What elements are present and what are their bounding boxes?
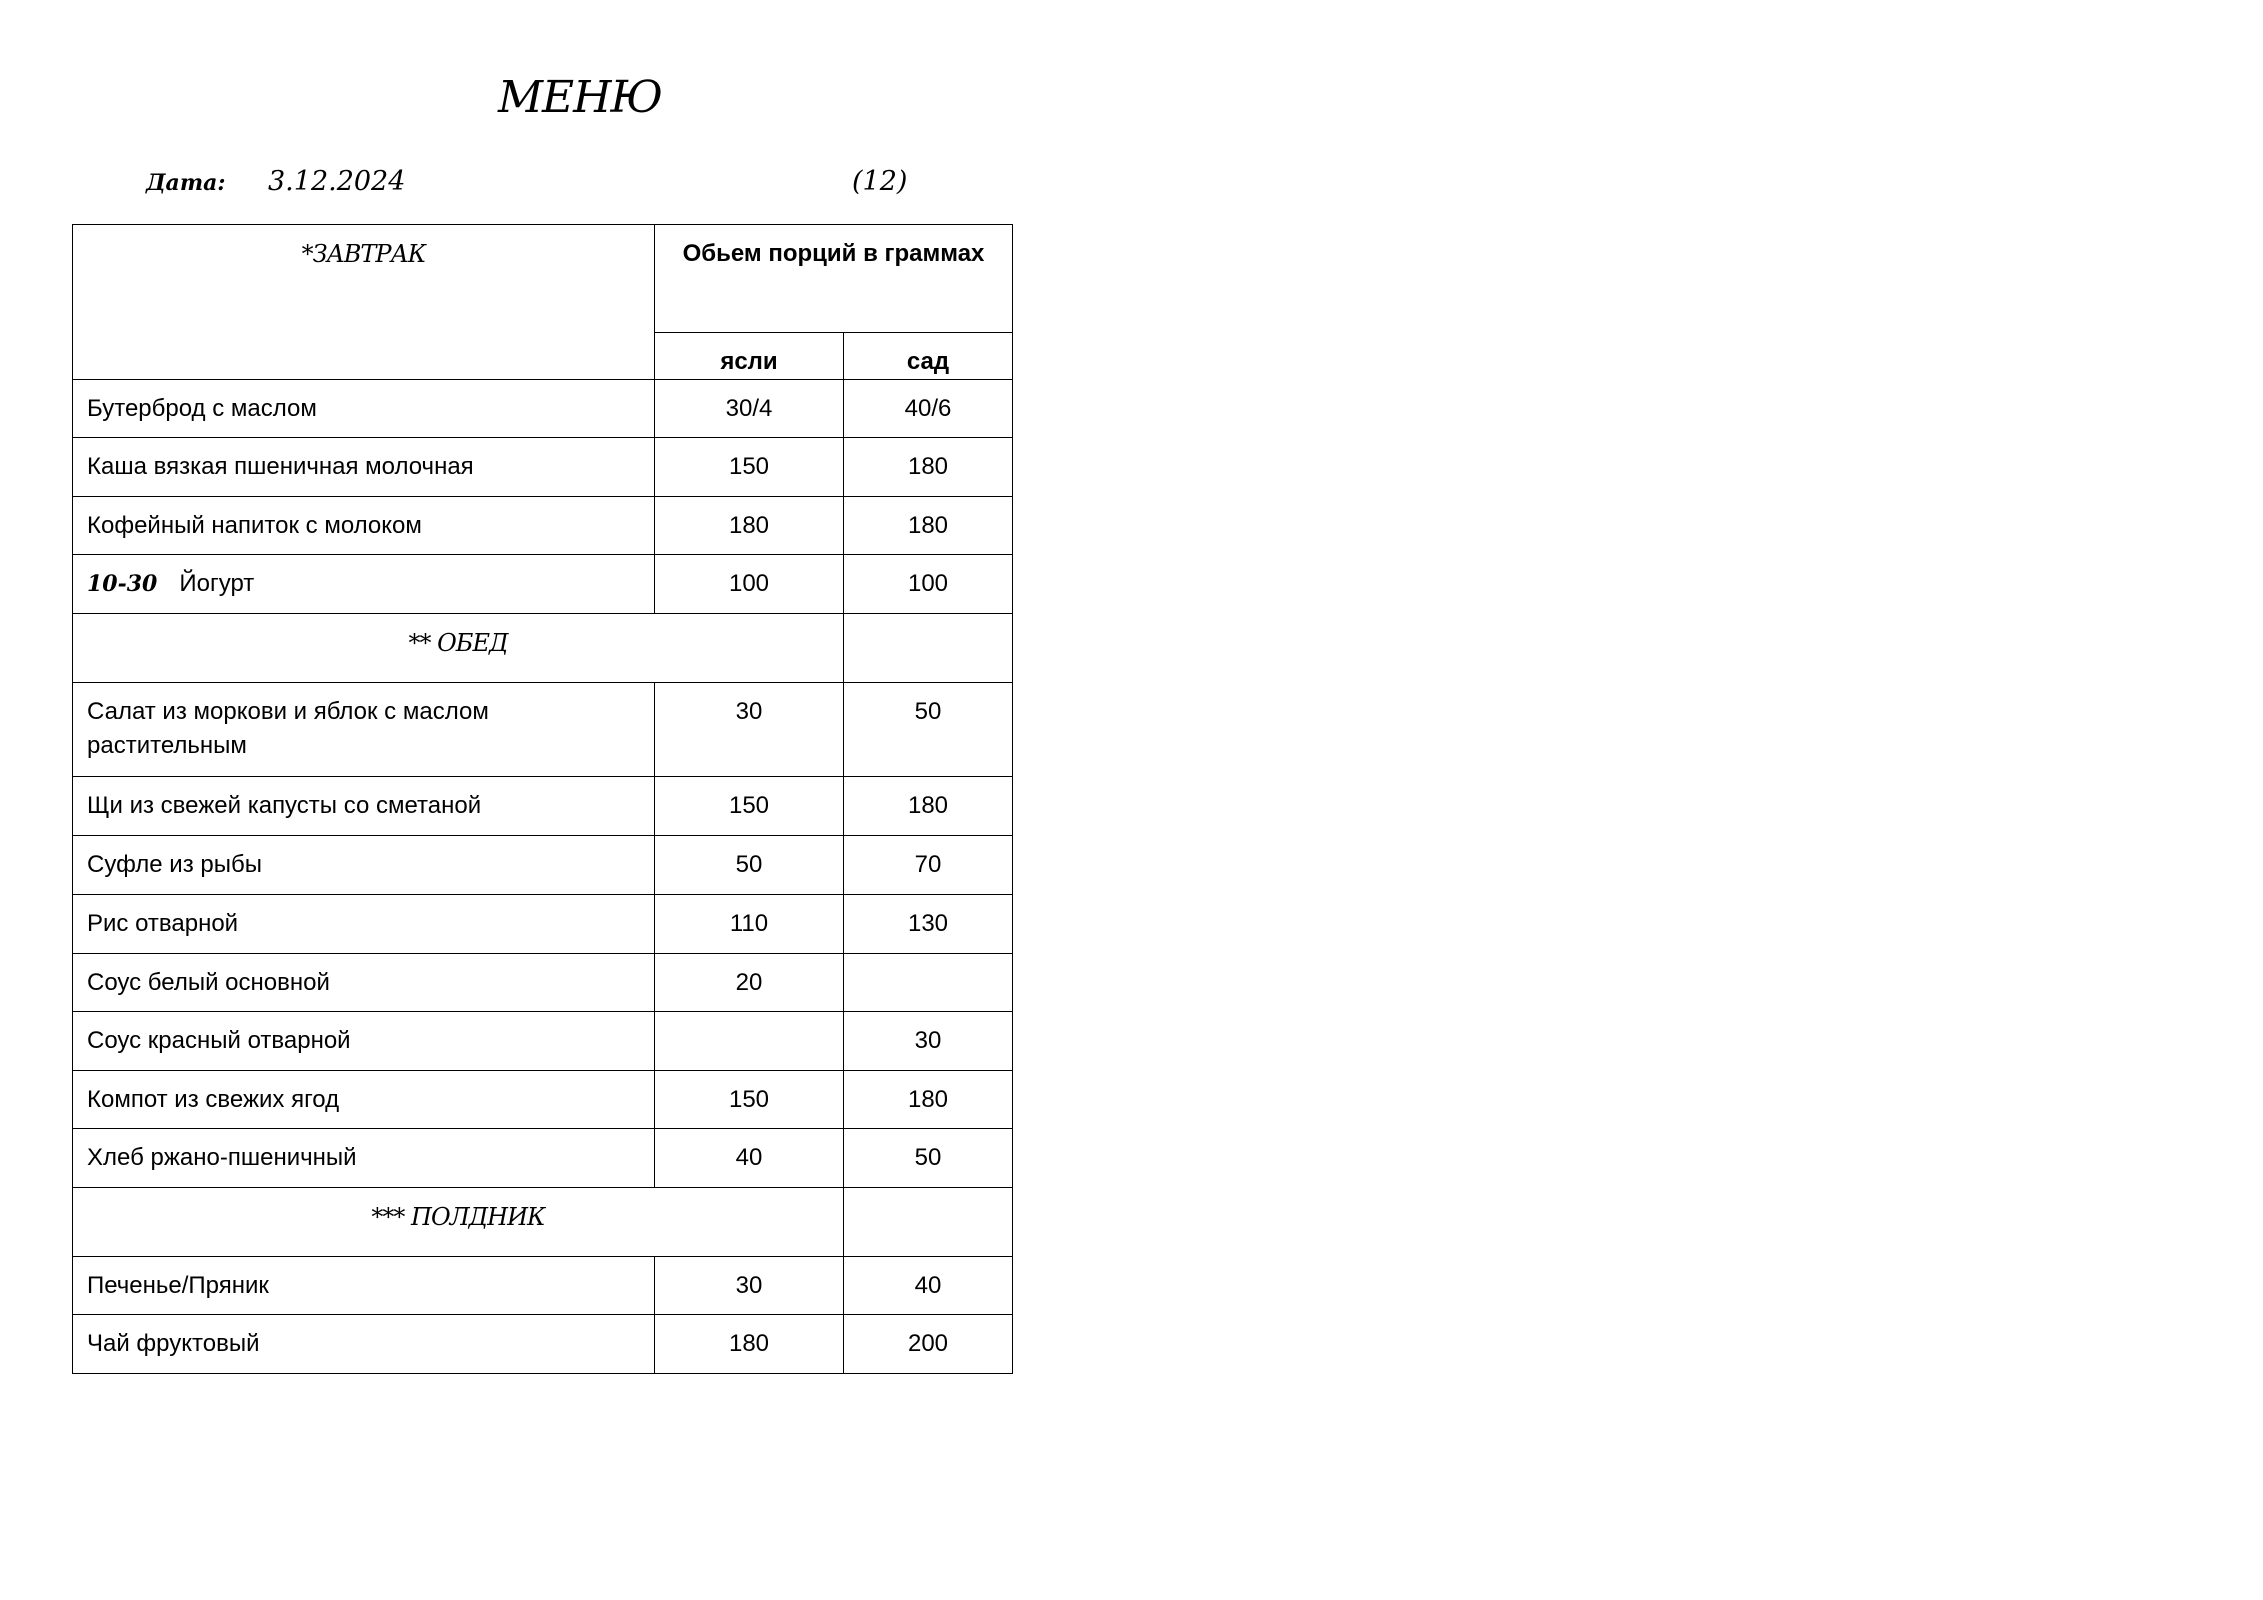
nursery-portion: 110 — [655, 895, 844, 954]
column-nursery-header: ясли — [655, 333, 844, 380]
menu-number: (12) — [852, 166, 908, 197]
dish-name: Йогурт — [179, 570, 255, 597]
table-row — [73, 895, 1013, 954]
nursery-portion: 150 — [655, 438, 844, 497]
kindergarten-portion: 180 — [844, 438, 1013, 497]
kindergarten-portion: 40/6 — [844, 380, 1013, 438]
nursery-portion: 150 — [655, 1071, 844, 1129]
table-row — [73, 497, 1013, 555]
kindergarten-portion: 70 — [844, 836, 1013, 895]
dish-name: Хлеб ржано-пшеничный — [73, 1129, 655, 1188]
nursery-portion: 20 — [655, 954, 844, 1012]
snack-header: *** ПОЛДНИК — [73, 1188, 844, 1257]
dish-name: Кофейный напиток с молоком — [73, 497, 655, 555]
dish-cell — [73, 555, 655, 614]
nursery-portion: 180 — [655, 1315, 844, 1374]
table-row — [73, 777, 1013, 836]
dish-name: Соус белый основной — [73, 954, 655, 1012]
table-row — [73, 1071, 1013, 1129]
menu-table — [72, 224, 1013, 1374]
table-row — [73, 1315, 1013, 1374]
dish-name: Щи из свежей капусты со сметаной — [73, 777, 655, 836]
empty-cell — [844, 614, 1013, 683]
kindergarten-portion — [844, 954, 1013, 1012]
date-value: 3.12.2024 — [268, 166, 406, 197]
serving-time: 10-30 — [87, 571, 158, 597]
kindergarten-portion: 50 — [844, 683, 1013, 777]
dish-name: Соус красный отварной — [73, 1012, 655, 1071]
kindergarten-portion: 100 — [844, 555, 1013, 614]
nursery-portion: 180 — [655, 497, 844, 555]
table-row — [73, 555, 1013, 614]
table-row — [73, 954, 1013, 1012]
kindergarten-portion: 180 — [844, 1071, 1013, 1129]
page-title: МЕНЮ — [497, 72, 663, 123]
table-row — [73, 438, 1013, 497]
breakfast-header: *ЗАВТРАК — [73, 225, 655, 380]
kindergarten-portion: 30 — [844, 1012, 1013, 1071]
dish-name: Бутерброд с маслом — [73, 380, 655, 438]
table-row — [73, 380, 1013, 438]
nursery-portion: 100 — [655, 555, 844, 614]
dish-name: Чай фруктовый — [73, 1315, 655, 1374]
kindergarten-portion: 200 — [844, 1315, 1013, 1374]
nursery-portion: 30 — [655, 683, 844, 777]
nursery-portion: 50 — [655, 836, 844, 895]
kindergarten-portion: 180 — [844, 777, 1013, 836]
nursery-portion: 30 — [655, 1257, 844, 1315]
dish-name: Компот из свежих ягод — [73, 1071, 655, 1129]
lunch-header: ** ОБЕД — [73, 614, 844, 683]
dish-name: Суфле из рыбы — [73, 836, 655, 895]
dish-name: Каша вязкая пшеничная молочная — [73, 438, 655, 497]
kindergarten-portion: 180 — [844, 497, 1013, 555]
column-kindergarten-header: сад — [844, 333, 1013, 380]
table-row — [73, 683, 1013, 777]
empty-cell — [844, 1188, 1013, 1257]
nursery-portion: 150 — [655, 777, 844, 836]
dish-name: Печенье/Пряник — [73, 1257, 655, 1315]
kindergarten-portion: 50 — [844, 1129, 1013, 1188]
kindergarten-portion: 40 — [844, 1257, 1013, 1315]
dish-name: Салат из моркови и яблок с маслом растительным — [73, 683, 655, 777]
dish-name: Рис отварной — [73, 895, 655, 954]
nursery-portion: 40 — [655, 1129, 844, 1188]
volume-header: Обьем порций в граммах — [655, 225, 1013, 333]
kindergarten-portion: 130 — [844, 895, 1013, 954]
table-row — [73, 1012, 1013, 1071]
table-row — [73, 836, 1013, 895]
date-label: Дата: — [146, 170, 226, 196]
table-row — [73, 1257, 1013, 1315]
nursery-portion: 30/4 — [655, 380, 844, 438]
table-row — [73, 1129, 1013, 1188]
nursery-portion — [655, 1012, 844, 1071]
